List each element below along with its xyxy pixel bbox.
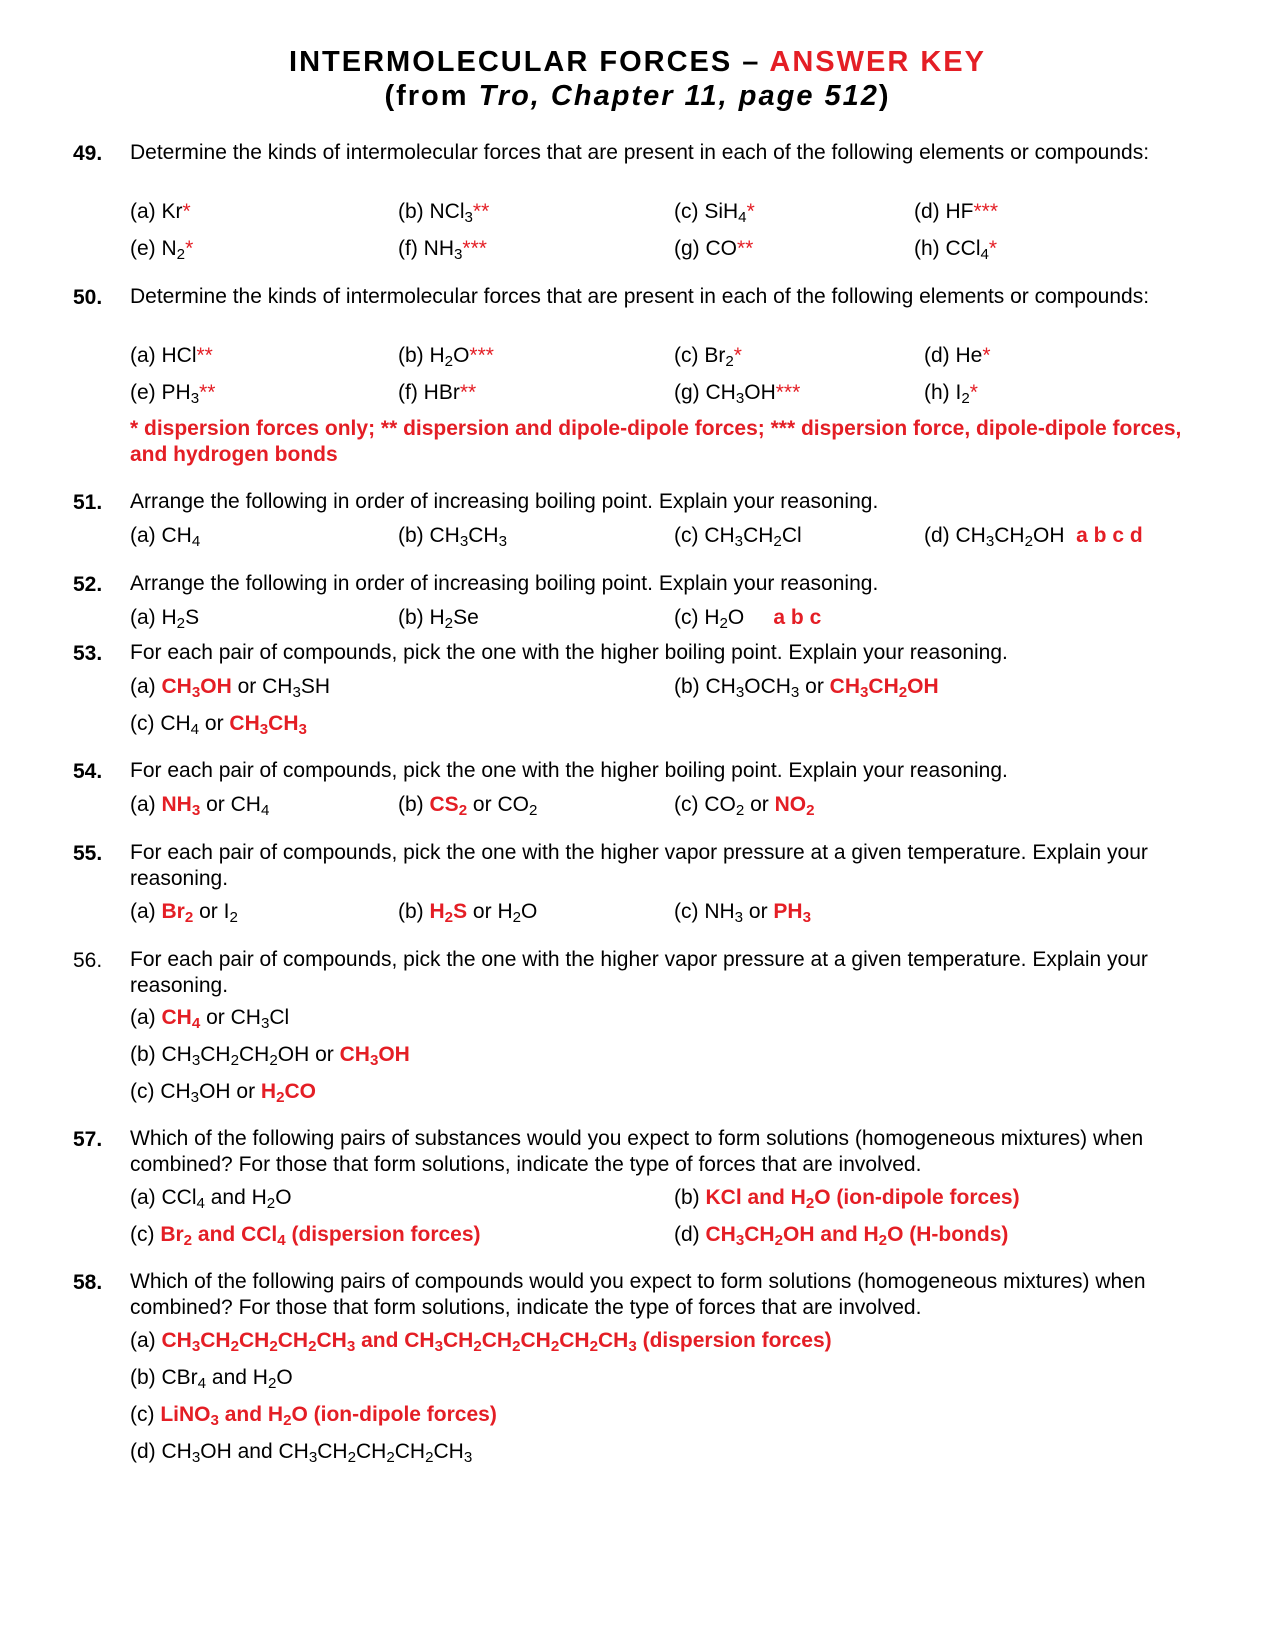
option: (b) $H_2O***$: [398, 344, 494, 370]
question-number: 52.: [73, 573, 103, 596]
option: (c) $CO_2$ or $NO_2$: [674, 793, 815, 819]
question-text: For each pair of compounds, pick the one with the higher vapor pressure at a given temperature. Explain your reasoning.: [130, 841, 1148, 890]
option: (d) He*: [924, 344, 991, 367]
option: (b) $CH_3CH_3$: [398, 524, 507, 550]
option: (a) $CH_4$: [130, 524, 201, 550]
option: (d) $CH_3CH_2OH$ and $H_2O$ (H-bonds): [674, 1223, 1009, 1249]
question-text: For each pair of compounds, pick the one with the higher boiling point. Explain your reasoning.: [130, 759, 1008, 782]
question-text: Arrange the following in order of increasing boiling point. Explain your reasoning.: [130, 572, 879, 595]
option: (a) Kr*: [130, 200, 191, 223]
option: (c) $H_2O$ a b c: [674, 606, 822, 632]
option: (f) $NH_3***$: [398, 237, 487, 263]
option: (e) $PH_3**$: [130, 381, 216, 407]
question-text: Arrange the following in order of increasing boiling point. Explain your reasoning.: [130, 490, 879, 513]
question-number: 50.: [73, 286, 103, 309]
option: (a) $CH_3CH_2CH_2CH_2CH_3$ and $CH_3CH_2CH_2CH_2CH_2CH_3$ (dispersion forces): [130, 1329, 832, 1355]
page-title: INTERMOLECULAR FORCES – ANSWER KEY: [289, 46, 986, 78]
option: (g) $CH_3OH***$: [674, 381, 801, 407]
option: (a) $NH_3$ or $CH_4$: [130, 793, 270, 819]
option: (a) $H_2S$: [130, 606, 200, 632]
question-text: For each pair of compounds, pick the one with the higher vapor pressure at a given temperature. Explain your reasoning.: [130, 948, 1148, 997]
answer-key-label: ANSWER KEY: [769, 46, 986, 78]
option: (b) NCl$_3$**: [398, 200, 490, 226]
question-number: 49.: [73, 142, 103, 165]
option: (c) $Br_2*$: [674, 344, 742, 370]
question-text: Which of the following pairs of compounds would you expect to form solutions (homogeneous mixtures) when combined? For those that form solutions, indicate the type of forces that are involved.: [130, 1270, 1146, 1319]
option: (h) $I_2*$: [924, 381, 978, 407]
answer: a b c d: [1076, 524, 1143, 547]
question-number: 57.: [73, 1128, 103, 1151]
question-number: 53.: [73, 642, 103, 665]
option: (f) HBr**: [398, 381, 477, 404]
option: (d) HF***: [914, 200, 999, 223]
option: (a) $CH_3OH$ or $CH_3SH$: [130, 675, 331, 701]
page-subtitle: (from Tro, Chapter 11, page 512): [384, 80, 891, 112]
option: (c) $Br_2$ and CCl$_4$ (dispersion forces): [130, 1223, 481, 1249]
question-number: 51.: [73, 491, 103, 514]
option: (c) $CH_4$ or $CH_3CH_3$: [130, 712, 307, 738]
option: (c) $NH_3$ or $PH_3$: [674, 900, 812, 926]
question-number: 58.: [73, 1271, 103, 1294]
option: (c) $CH_3CH_2Cl$: [674, 524, 802, 550]
option: (a) HCl**: [130, 344, 213, 367]
question-number: 54.: [73, 760, 103, 783]
option: (a) CCl$_4$ and $H_2O$: [130, 1186, 292, 1212]
option: (d) $CH_3CH_2OH$ a b c d: [924, 524, 1143, 550]
option: (b) CBr$_4$ and $H_2O$: [130, 1366, 293, 1392]
option: (h) CCl$_4$*: [914, 237, 998, 263]
option: (b) $H_2S$ or $H_2O$: [398, 900, 538, 926]
question-number: 56.: [73, 949, 103, 972]
option: (c) $CH_3OH$ or $H_2CO$: [130, 1080, 316, 1106]
option: (a) $CH_4$ or $CH_3Cl$: [130, 1006, 290, 1032]
option: (b) KCl and $H_2O$ (ion-dipole forces): [674, 1186, 1020, 1212]
answer: a b c: [773, 606, 822, 629]
option: (d) $CH_3OH$ and $CH_3CH_2CH_2CH_2CH_3$: [130, 1440, 473, 1466]
option: (b) $CH_3CH_2CH_2OH$ or $CH_3OH$: [130, 1043, 410, 1069]
option: (b) $CS_2$ or $CO_2$: [398, 793, 538, 819]
question-text: Which of the following pairs of substances would you expect to form solutions (homogeneous mixtures) when combined? For those that form solutions, indicate the type of forces that are involved.: [130, 1127, 1144, 1176]
option: (c) SiH$_4$*: [674, 200, 755, 226]
question-text: Determine the kinds of intermolecular forces that are present in each of the following elements or compounds:: [130, 285, 1150, 308]
question-text: For each pair of compounds, pick the one with the higher boiling point. Explain your reasoning.: [130, 641, 1008, 664]
question-number: 55.: [73, 842, 103, 865]
option: (a) $Br_2$ or $I_2$: [130, 900, 238, 926]
option: (g) CO**: [674, 237, 754, 260]
option: (b) $H_2Se$: [398, 606, 479, 632]
option: (e) $N_2*$: [130, 237, 194, 263]
option: (b) $CH_3OCH_3$ or $CH_3CH_2OH$: [674, 675, 939, 701]
question-text: Determine the kinds of intermolecular forces that are present in each of the following elements or compounds:: [130, 141, 1150, 164]
option: (c) LiNO$_3$ and $H_2O$ (ion-dipole forces): [130, 1403, 497, 1429]
force-legend: * dispersion forces only; ** dispersion and dipole-dipole forces; *** dispersion force, dipole-dipole forces, and hydrogen bonds: [130, 417, 1182, 466]
